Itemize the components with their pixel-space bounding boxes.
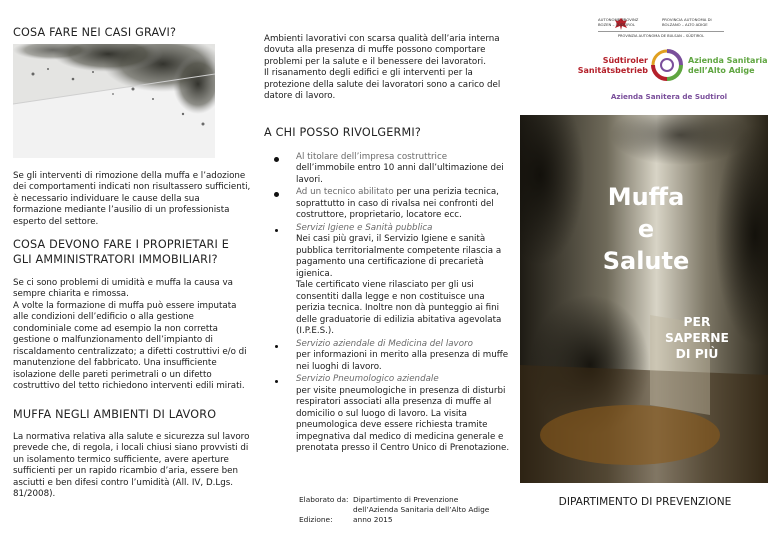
logo-name-de-1: Südtiroler [602,56,648,65]
bullet-icon [275,380,278,383]
department-band [520,483,768,543]
logo-name-de-2: Sanitätsbetrieb [577,66,648,75]
contact-lead: Servizi Igiene e Sanità pubblica [296,222,433,233]
list-item [264,152,516,186]
health-swirl-icon [650,48,684,82]
province-name-de: AUTONOME PROVINZ BOZEN – SÜDTIROL [598,17,639,27]
bullet-icon [275,229,278,232]
contact-lead: Al titolare dell’impresa costruttrice [296,152,448,162]
contact-text: per informazioni in merito alla presenza di muffe nei luoghi di lavoro. [296,350,509,372]
cover-subtitle-line: PER [683,315,711,329]
heading-proprietari: COSA DEVONO FARE I PROPRIETARI E GLI AMMINISTRATORI IMMOBILIARI? [13,238,230,266]
middle-panel [255,0,520,543]
list-item [264,374,516,454]
contacts-list [264,152,516,456]
cover-panel [520,0,768,543]
credit-value: anno 2015 [353,514,393,524]
credit-label: Edizione: [299,514,333,524]
mold-ceiling-photo [13,44,215,158]
credit-label: Elaborato da: [299,495,349,504]
cover-title-line: e [637,215,655,243]
contact-text: Nei casi più gravi, il Servizio Igiene e sanità pubblica territorialmente competente rilascia a pagamento una certificazione di precarietà igienica. Tale certificato viene rilasciato per gli usi consentiti dalla legge e non costituisce una perizia tecnica. Inoltre non dà punteggio ai fini delle graduatorie di edilizia abitativa agevolata (I.P.E.S.). [296,234,502,337]
heading-gravi: COSA FARE NEI CASI GRAVI? [13,26,177,39]
mold-ceiling-image [13,44,215,158]
left-panel [0,0,255,543]
text-lavoro: La normativa relativa alla salute e sicurezza sul lavoro prevede che, di regola, i locali chiusi siano provvisti di un isolamento termico sufficiente, avere aperture sufficienti per un rapido ricambio d’aria, essere ben asciutti e ben difesi contro l’umidità (All. IV, D.Lgs. 81/2008). [13,432,250,500]
province-name-lad: PROVINZIA AUTONOMA DE BULSAN – SÜDTIROL [617,34,705,38]
list-item [264,339,516,373]
list-item [264,223,516,338]
heading-lavoro: MUFFA NEGLI AMBIENTI DI LAVORO [13,408,217,421]
contact-lead: Servizio aziendale di Medicina del lavoro [296,338,473,349]
logo-name-lad: Azienda Sanitera de Sudtirol [610,92,728,101]
cover-subtitle-line: SAPERNE [665,331,729,345]
credit-value: Dipartimento di Prevenzione [353,495,459,504]
contact-lead: Ad un tecnico abilitato [296,187,394,198]
bullet-icon [274,192,279,197]
province-name-it: PROVINCIA AUTONOMA DI BOLZANO – ALTO ADIGE [662,17,712,27]
logo-name-it-1: Azienda Sanitaria [688,56,768,65]
department-name: DIPARTIMENTO DI PREVENZIONE [558,496,732,508]
organization-logo [550,14,768,109]
bullet-icon [274,157,279,162]
text-gravi: Se gli interventi di rimozione della muffa e l’adozione dei comportamenti indicati non risultassero sufficienti, è necessario individuare le cause della sua formazione mediante l’ausilio di un professionista esperto del settore. [13,171,251,227]
text-proprietari: Se ci sono problemi di umidità e muffa la causa va sempre chiarita e rimossa. A volte la formazione di muffa può essere imputata alle condizioni dell’edificio o alla gestione condominiale come ad esempio la non corretta gestione o malfunzionamento dell’impianto di riscaldamento centralizzato; a difetti costruttivi e/o di manutenzione del fabbricato. Una insufficiente isolazione delle pareti perimetrali o un difetto costruttivo del tetto richiedono interventi edili mirati. [13,278,247,392]
contact-text: dell’immobile entro 10 anni dall’ultimazione dei lavori. [296,163,504,185]
credits [299,495,509,525]
logo-name-it-2: dell’Alto Adige [688,66,755,75]
list-item [264,187,516,221]
credit-value: dell’Azienda Sanitaria dell’Alto Adige [353,504,490,514]
cover-title-line: Salute [602,247,690,275]
contact-text: per visite pneumologiche in presenza di disturbi respiratori associati alla presenza di muffe al domicilio o sul luogo di lavoro. La visita pneumologica deve essere richiesta tramite impegnativa dal medico di medicina generale e prenotata presso il Centro Unico di Prenotazione. [296,385,510,454]
cover-subtitle-line: DI PIÙ [675,347,719,361]
contact-text: per una perizia tecnica, soprattutto in caso di rivalsa nei confronti del costruttore, proprietario, locatore ecc. [296,187,499,221]
cover-subtitle [638,314,756,362]
cover-title-line: Muffa [607,183,685,211]
cover-title [580,181,712,277]
cover-image [520,115,768,483]
bullet-icon [275,345,278,348]
heading-rivolgermi: A CHI POSSO RIVOLGERMI? [264,126,421,139]
intro-text: Ambienti lavorativi con scarsa qualità dell’aria interna dovuta alla presenza di muffe possono comportare problemi per la salute e il benessere dei lavoratori. Il risanamento degli edifici e gli interventi per la protezione della salute dei lavoratori sono a carico del datore di lavoro. [264,34,501,102]
contact-lead: Servizio Pneumologico aziendale [296,374,439,385]
mold-wall-image [520,115,768,483]
